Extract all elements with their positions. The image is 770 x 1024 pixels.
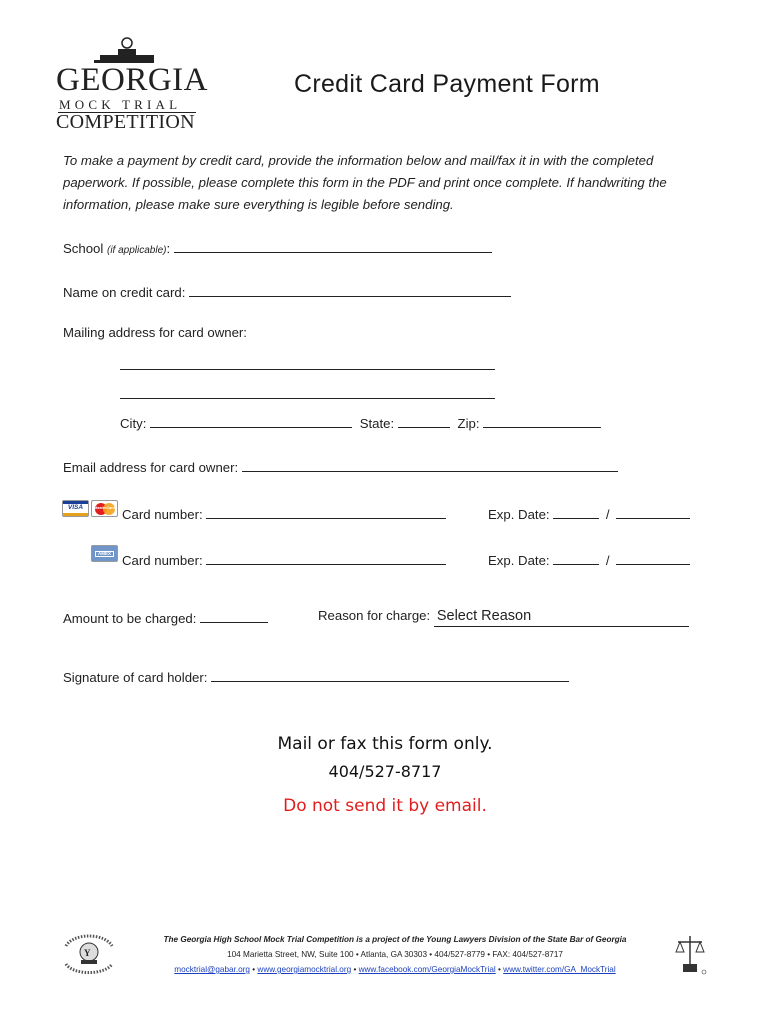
- svg-text:Y: Y: [84, 948, 91, 958]
- name-row: [63, 282, 511, 300]
- exp-month-field-2[interactable]: [553, 550, 599, 565]
- zip-field[interactable]: [483, 413, 601, 428]
- name-field[interactable]: [189, 282, 511, 297]
- zip-label: Zip:: [457, 416, 480, 431]
- footer-facebook-link[interactable]: www.facebook.com/GeorgiaMockTrial: [358, 965, 496, 974]
- scales-of-justice-icon: [674, 932, 708, 976]
- school-colon: :: [166, 241, 171, 256]
- mastercard-icon: MasterCard: [91, 500, 118, 517]
- exp-month-field-1[interactable]: [553, 504, 599, 519]
- visa-card-icon: VISA: [62, 500, 89, 517]
- exp-date-row-1: [488, 504, 690, 522]
- footer-links: mocktrial@gabar.org • www.georgiamocktrial.org • www.facebook.com/GeorgiaMockTrial • www.twitter.com/GA_MockTrial: [174, 965, 616, 974]
- school-row: [63, 238, 492, 256]
- exp-separator-1: /: [605, 507, 610, 522]
- reason-label: Reason for charge:: [318, 608, 431, 623]
- address-line-2[interactable]: [120, 398, 495, 399]
- card-number-row-2: [122, 550, 446, 568]
- no-email-warning: Do not send it by email.: [283, 796, 487, 816]
- city-field[interactable]: [150, 413, 352, 428]
- exp-label-2: Exp. Date:: [488, 553, 550, 568]
- intro-paragraph: To make a payment by credit card, provide the information below and mail/fax it in with the completed paperwork. If possible, please complete this form in the PDF and print once complete. If handwriting the information, please make sure everything is legible before sending.: [63, 153, 667, 212]
- logo-competition: COMPETITION: [56, 111, 195, 133]
- amount-row: [63, 608, 268, 626]
- young-lawyers-division-seal: [54, 930, 124, 976]
- state-label: State:: [359, 416, 395, 431]
- card-number-row-1: [122, 504, 446, 522]
- city-state-zip-row: [120, 413, 601, 431]
- footer-twitter-link[interactable]: www.twitter.com/GA_MockTrial: [503, 965, 616, 974]
- email-row: [63, 457, 618, 475]
- logo-georgia: GEORGIA: [56, 62, 208, 98]
- city-label: City:: [120, 416, 147, 431]
- exp-date-row-2: [488, 550, 690, 568]
- mailing-label: Mailing address for card owner:: [63, 325, 247, 340]
- card-number-field-1[interactable]: [206, 504, 446, 519]
- school-field[interactable]: [174, 238, 492, 253]
- exp-label-1: Exp. Date:: [488, 507, 550, 522]
- amount-field[interactable]: [200, 608, 268, 623]
- amount-label: Amount to be charged:: [63, 611, 197, 626]
- exp-year-field-1[interactable]: [616, 504, 690, 519]
- page-title: Credit Card Payment Form: [294, 70, 600, 98]
- address-line-1[interactable]: [120, 369, 495, 370]
- logo-mock-trial: MOCK TRIAL: [59, 97, 182, 112]
- card-number-label-1: Card number:: [122, 507, 203, 522]
- signature-label: Signature of card holder:: [63, 670, 208, 685]
- reason-row: [318, 608, 689, 627]
- signature-row: [63, 667, 569, 685]
- mail-fax-notice: Mail or fax this form only.: [277, 734, 493, 754]
- exp-separator-2: /: [605, 553, 610, 568]
- email-label: Email address for card owner:: [63, 460, 239, 475]
- school-note: (if applicable): [107, 245, 167, 256]
- footer-email-link[interactable]: mocktrial@gabar.org: [174, 965, 250, 974]
- card-number-field-2[interactable]: [206, 550, 446, 565]
- school-label: School: [63, 241, 104, 256]
- footer-address-line: 104 Marietta Street, NW, Suite 100 • Atlanta, GA 30303 • 404/527-8779 • FAX: 404/527-8717: [227, 950, 563, 959]
- fax-number: 404/527-8717: [328, 762, 442, 781]
- amex-card-icon: AMEX: [91, 545, 118, 562]
- georgia-mock-trial-logo: [56, 36, 206, 136]
- footer-project-line: The Georgia High School Mock Trial Competition is a project of the Young Lawyers Division of the State Bar of Georgia: [163, 935, 627, 944]
- email-field[interactable]: [242, 457, 618, 472]
- exp-year-field-2[interactable]: [616, 550, 690, 565]
- card-number-label-2: Card number:: [122, 553, 203, 568]
- footer-website-link[interactable]: www.georgiamocktrial.org: [257, 965, 352, 974]
- name-label: Name on credit card:: [63, 285, 186, 300]
- state-field[interactable]: [398, 413, 450, 428]
- signature-field[interactable]: [211, 667, 569, 682]
- reason-select[interactable]: Select Reason: [434, 608, 689, 627]
